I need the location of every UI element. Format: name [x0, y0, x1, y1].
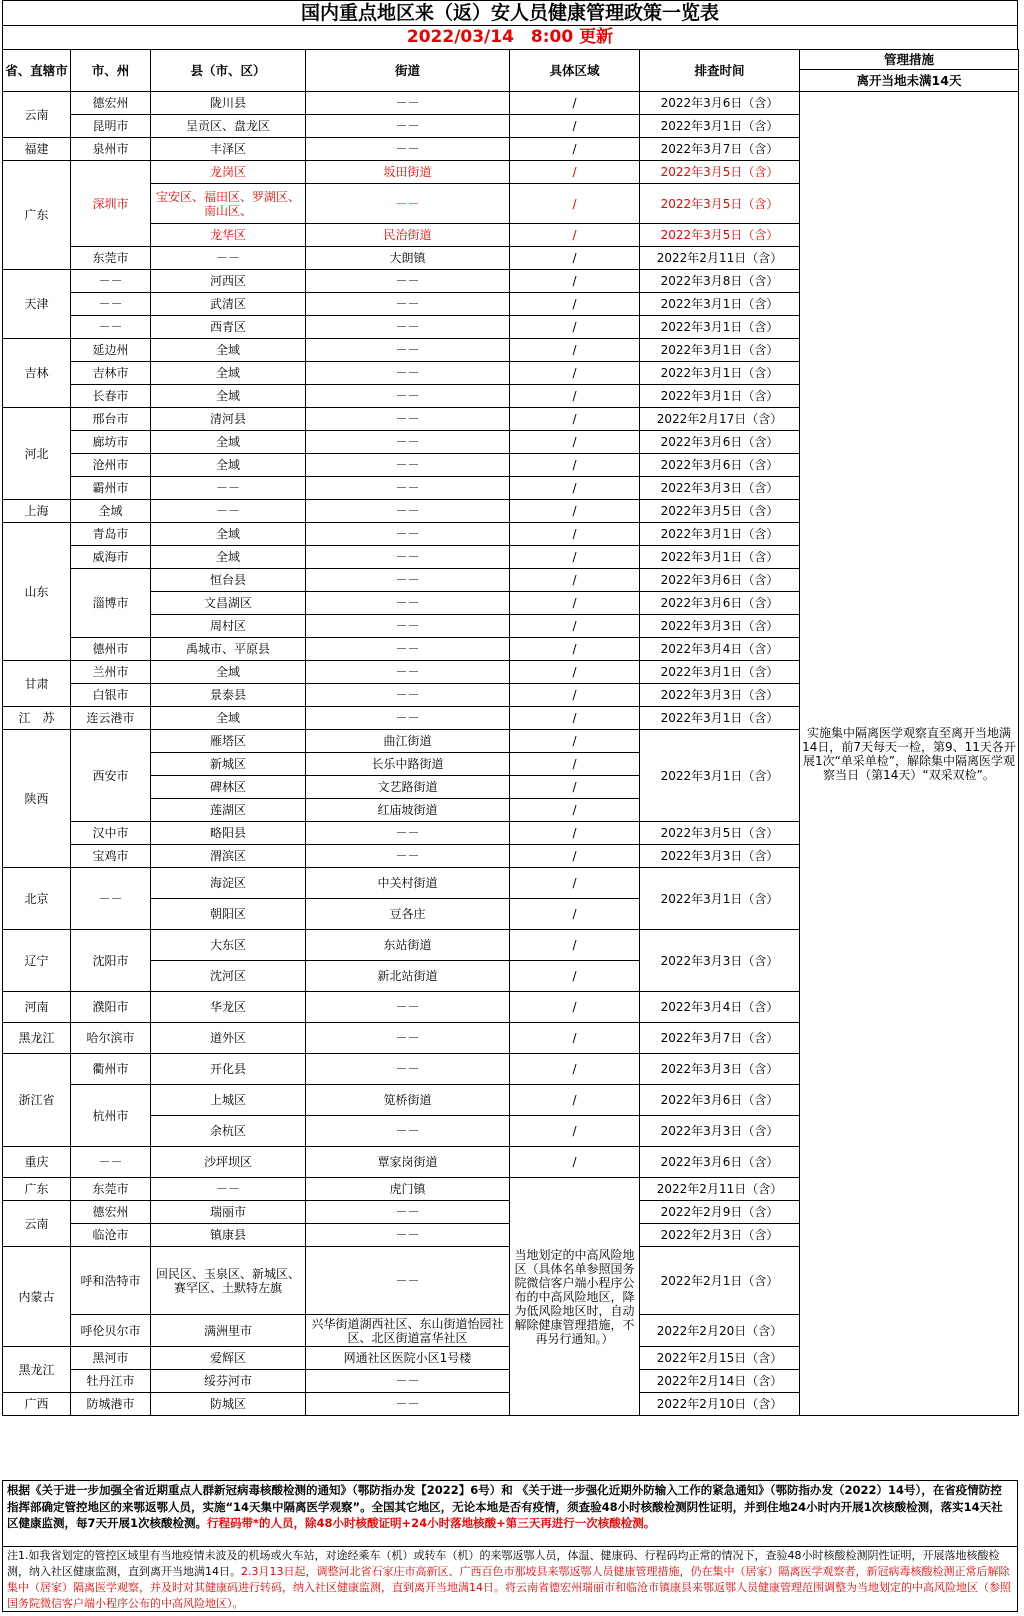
- cell-county: 全域: [151, 385, 306, 408]
- cell-street: 文艺路街道: [306, 776, 510, 799]
- cell-county: －－: [151, 247, 306, 270]
- cell-province: 重庆: [3, 1147, 71, 1178]
- cell-street: －－: [306, 845, 510, 868]
- cell-time: 2022年3月1日（含）: [640, 115, 800, 138]
- cell-street: －－: [306, 615, 510, 638]
- cell-street: 豆各庄: [306, 899, 510, 930]
- cell-city: －－: [71, 316, 151, 339]
- cell-street: －－: [306, 638, 510, 661]
- cell-city: 防城港市: [71, 1393, 151, 1416]
- cell-street: －－: [306, 523, 510, 546]
- cell-street: 新北站街道: [306, 961, 510, 992]
- cell-street: －－: [306, 408, 510, 431]
- cell-city: 哈尔滨市: [71, 1023, 151, 1054]
- cell-street: －－: [306, 546, 510, 569]
- cell-area: /: [510, 115, 640, 138]
- cell-area: /: [510, 247, 640, 270]
- cell-area: /: [510, 316, 640, 339]
- cell-area: /: [510, 845, 640, 868]
- cell-county: 开化县: [151, 1054, 306, 1085]
- cell-street: －－: [306, 1224, 510, 1247]
- cell-county: 景泰县: [151, 684, 306, 707]
- cell-area: /: [510, 569, 640, 592]
- cell-area: /: [510, 270, 640, 293]
- cell-county: 西青区: [151, 316, 306, 339]
- cell-area: /: [510, 293, 640, 316]
- cell-street: －－: [306, 684, 510, 707]
- footnote-red: 2.3月13日起，调整河北省石家庄市高新区、广西百色市那坡县来鄂返鄂人员健康管理措施，仍在集中（居家）隔离医学观察者，新冠病毒核酸检测正常后解除集中（居家）隔离医学观察，并及时对其健康码进行转码，纳入社区健康监测，直到离开当地满14日。将云南省德宏州瑞丽市和临沧市镇康县来鄂返鄂人员健康管理范围调整为当地划定的中高风险地区（参照国务院微信客户端小程序公布的中高风险地区）。: [7, 1565, 1011, 1610]
- cell-city: 汉中市: [71, 822, 151, 845]
- cell-city: 邢台市: [71, 408, 151, 431]
- cell-time: 2022年3月3日（含）: [640, 930, 800, 992]
- cell-area: /: [510, 753, 640, 776]
- cell-street: －－: [306, 385, 510, 408]
- cell-time: 2022年3月5日（含）: [640, 224, 800, 247]
- col-city: 市、州: [71, 50, 151, 92]
- cell-city: 威海市: [71, 546, 151, 569]
- cell-time: 2022年3月1日（含）: [640, 730, 800, 822]
- cell-city: －－: [71, 293, 151, 316]
- cell-city: 杭州市: [71, 1085, 151, 1147]
- cell-county: 渭滨区: [151, 845, 306, 868]
- cell-street: 坂田街道: [306, 161, 510, 184]
- cell-area: /: [510, 930, 640, 961]
- cell-street: －－: [306, 454, 510, 477]
- cell-street: －－: [306, 293, 510, 316]
- cell-street: 兴华街道湖西社区、东山街道怡园社区、北区街道富华社区: [306, 1315, 510, 1347]
- col-time: 排查时间: [640, 50, 800, 92]
- cell-county: 莲湖区: [151, 799, 306, 822]
- cell-time: 2022年3月6日（含）: [640, 92, 800, 115]
- cell-time: 2022年3月1日（含）: [640, 546, 800, 569]
- cell-province: 浙江省: [3, 1054, 71, 1147]
- cell-time: 2022年3月1日（含）: [640, 707, 800, 730]
- cell-street: 曲江街道: [306, 730, 510, 753]
- cell-county: 略阳县: [151, 822, 306, 845]
- cell-province: 陕西: [3, 730, 71, 868]
- cell-city: 昆明市: [71, 115, 151, 138]
- cell-province: 福建: [3, 138, 71, 161]
- cell-county: 瑞丽市: [151, 1201, 306, 1224]
- cell-time: 2022年3月1日（含）: [640, 661, 800, 684]
- cell-street: －－: [306, 1247, 510, 1315]
- cell-street: 覃家岗街道: [306, 1147, 510, 1178]
- table-row: [3, 92, 1019, 115]
- cell-county: 龙华区: [151, 224, 306, 247]
- cell-time: 2022年3月6日（含）: [640, 592, 800, 615]
- cell-area: /: [510, 1023, 640, 1054]
- cell-time: 2022年3月6日（含）: [640, 1147, 800, 1178]
- cell-time: 2022年3月6日（含）: [640, 454, 800, 477]
- cell-street: －－: [306, 1393, 510, 1416]
- cell-time: 2022年2月20日（含）: [640, 1315, 800, 1347]
- cell-county: －－: [151, 1178, 306, 1201]
- cell-area: /: [510, 362, 640, 385]
- cell-area: /: [510, 868, 640, 899]
- cell-city: 连云港市: [71, 707, 151, 730]
- cell-area: /: [510, 1116, 640, 1147]
- cell-street: 虎门镇: [306, 1178, 510, 1201]
- cell-county: 道外区: [151, 1023, 306, 1054]
- update-time: 2022/03/14 8:00 更新: [2, 25, 1018, 50]
- cell-time: 2022年3月5日（含）: [640, 822, 800, 845]
- cell-area: /: [510, 138, 640, 161]
- cell-province: 吉林: [3, 339, 71, 408]
- cell-time: 2022年3月1日（含）: [640, 868, 800, 930]
- cell-area: /: [510, 822, 640, 845]
- cell-time: 2022年3月1日（含）: [640, 339, 800, 362]
- cell-street: －－: [306, 592, 510, 615]
- cell-time: 2022年2月3日（含）: [640, 1224, 800, 1247]
- cell-city: 深圳市: [71, 161, 151, 247]
- cell-county: 武清区: [151, 293, 306, 316]
- cell-time: 2022年3月3日（含）: [640, 1116, 800, 1147]
- cell-area: /: [510, 385, 640, 408]
- cell-county: 恒台县: [151, 569, 306, 592]
- cell-street: －－: [306, 92, 510, 115]
- cell-province: 内蒙古: [3, 1247, 71, 1347]
- cell-county: －－: [151, 477, 306, 500]
- cell-area: /: [510, 684, 640, 707]
- cell-area-merged: 当地划定的中高风险地区（具体名单参照国务院微信客户端小程序公布的中高风险地区，降为低风险地区时，自动解除健康管理措施，不再另行通知。）: [510, 1178, 640, 1416]
- cell-time: 2022年3月1日（含）: [640, 293, 800, 316]
- cell-area: /: [510, 899, 640, 930]
- cell-street: －－: [306, 339, 510, 362]
- cell-city: 东莞市: [71, 1178, 151, 1201]
- cell-time: 2022年3月8日（含）: [640, 270, 800, 293]
- cell-street: 网通社区医院小区1号楼: [306, 1347, 510, 1370]
- cell-area: /: [510, 661, 640, 684]
- cell-street: －－: [306, 1116, 510, 1147]
- cell-time: 2022年3月4日（含）: [640, 638, 800, 661]
- cell-province: 江 苏: [3, 707, 71, 730]
- cell-city: 沧州市: [71, 454, 151, 477]
- cell-county: 全域: [151, 661, 306, 684]
- cell-street: －－: [306, 115, 510, 138]
- cell-time: 2022年3月1日（含）: [640, 316, 800, 339]
- cell-province: 广东: [3, 1178, 71, 1201]
- cell-time: 2022年3月3日（含）: [640, 684, 800, 707]
- cell-time: 2022年2月11日（含）: [640, 1178, 800, 1201]
- cell-city: 延边州: [71, 339, 151, 362]
- cell-city: －－: [71, 1147, 151, 1178]
- cell-county: 清河县: [151, 408, 306, 431]
- cell-street: －－: [306, 822, 510, 845]
- cell-city: －－: [71, 270, 151, 293]
- cell-city: 西安市: [71, 730, 151, 822]
- cell-area: /: [510, 1147, 640, 1178]
- cell-city: 黑河市: [71, 1347, 151, 1370]
- cell-time: 2022年3月3日（含）: [640, 477, 800, 500]
- cell-street: 长乐中路街道: [306, 753, 510, 776]
- cell-time: 2022年3月1日（含）: [640, 385, 800, 408]
- cell-time: 2022年2月10日（含）: [640, 1393, 800, 1416]
- cell-area: /: [510, 161, 640, 184]
- cell-county: 全域: [151, 431, 306, 454]
- cell-county: 沈河区: [151, 961, 306, 992]
- policy-note-red: 行程码带*的人员，除48小时核酸证明+24小时落地核酸+第三天再进行一次核酸检测。: [207, 1516, 656, 1530]
- cell-time: 2022年3月5日（含）: [640, 184, 800, 224]
- cell-province: 天津: [3, 270, 71, 339]
- cell-county: 镇康县: [151, 1224, 306, 1247]
- policy-note: [2, 1480, 1018, 1547]
- cell-county: 龙岗区: [151, 161, 306, 184]
- cell-province: 黑龙江: [3, 1023, 71, 1054]
- cell-area: /: [510, 961, 640, 992]
- cell-city: 德州市: [71, 638, 151, 661]
- cell-area: /: [510, 339, 640, 362]
- cell-time: 2022年3月5日（含）: [640, 500, 800, 523]
- cell-time: 2022年2月9日（含）: [640, 1201, 800, 1224]
- cell-area: /: [510, 546, 640, 569]
- cell-area: /: [510, 1085, 640, 1116]
- cell-time: 2022年2月17日（含）: [640, 408, 800, 431]
- cell-county: 满洲里市: [151, 1315, 306, 1347]
- cell-county: 全域: [151, 523, 306, 546]
- cell-county: 上城区: [151, 1085, 306, 1116]
- footnote: [2, 1547, 1018, 1612]
- cell-county: 全域: [151, 454, 306, 477]
- table-body: [3, 92, 1019, 1416]
- cell-county: －－: [151, 500, 306, 523]
- cell-street: －－: [306, 138, 510, 161]
- cell-street: －－: [306, 1054, 510, 1085]
- cell-county: 宝安区、福田区、罗湖区、南山区、: [151, 184, 306, 224]
- cell-time: 2022年3月6日（含）: [640, 1085, 800, 1116]
- col-area: 具体区域: [510, 50, 640, 92]
- cell-city: 东莞市: [71, 247, 151, 270]
- cell-county: 碑林区: [151, 776, 306, 799]
- cell-city: 牡丹江市: [71, 1370, 151, 1393]
- cell-area: /: [510, 707, 640, 730]
- cell-street: －－: [306, 477, 510, 500]
- cell-street: －－: [306, 992, 510, 1023]
- cell-county: 文昌湖区: [151, 592, 306, 615]
- cell-city: 廊坊市: [71, 431, 151, 454]
- cell-time: 2022年3月6日（含）: [640, 569, 800, 592]
- cell-area: /: [510, 454, 640, 477]
- cell-area: /: [510, 184, 640, 224]
- cell-province: 山东: [3, 523, 71, 661]
- cell-city: 沈阳市: [71, 930, 151, 992]
- cell-county: 回民区、玉泉区、新城区、赛罕区、土默特左旗: [151, 1247, 306, 1315]
- cell-county: 河西区: [151, 270, 306, 293]
- cell-city: －－: [71, 868, 151, 930]
- cell-street: －－: [306, 270, 510, 293]
- cell-province: 广东: [3, 161, 71, 270]
- cell-street: －－: [306, 707, 510, 730]
- cell-area: /: [510, 523, 640, 546]
- col-street: 街道: [306, 50, 510, 92]
- cell-time: 2022年2月1日（含）: [640, 1247, 800, 1315]
- cell-county: 全域: [151, 362, 306, 385]
- cell-time: 2022年3月1日（含）: [640, 362, 800, 385]
- cell-county: 禹城市、平原县: [151, 638, 306, 661]
- cell-city: 霸州市: [71, 477, 151, 500]
- cell-area: /: [510, 799, 640, 822]
- cell-street: －－: [306, 431, 510, 454]
- cell-area: /: [510, 92, 640, 115]
- cell-time: 2022年3月1日（含）: [640, 523, 800, 546]
- cell-street: －－: [306, 661, 510, 684]
- cell-city: 德宏州: [71, 1201, 151, 1224]
- cell-city: 兰州市: [71, 661, 151, 684]
- col-county: 县（市、区）: [151, 50, 306, 92]
- cell-county: 防城区: [151, 1393, 306, 1416]
- cell-county: 雁塔区: [151, 730, 306, 753]
- cell-county: 呈贡区、盘龙区: [151, 115, 306, 138]
- cell-city: 吉林市: [71, 362, 151, 385]
- cell-street: 红庙坡街道: [306, 799, 510, 822]
- cell-city: 呼伦贝尔市: [71, 1315, 151, 1347]
- cell-county: 沙坪坝区: [151, 1147, 306, 1178]
- cell-area: /: [510, 592, 640, 615]
- cell-county: 全域: [151, 707, 306, 730]
- cell-city: 临沧市: [71, 1224, 151, 1247]
- cell-time: 2022年3月3日（含）: [640, 615, 800, 638]
- cell-city: 长春市: [71, 385, 151, 408]
- cell-area: /: [510, 1054, 640, 1085]
- cell-area: /: [510, 431, 640, 454]
- cell-time: 2022年3月3日（含）: [640, 845, 800, 868]
- cell-city: 呼和浩特市: [71, 1247, 151, 1315]
- cell-city: 全域: [71, 500, 151, 523]
- footnote-text: 注1.如我省划定的管控区域里有当地疫情未波及的机场或火车站，对途经乘车（机）或转车（机）的来鄂返鄂人员，体温、健康码、行程码均正常的情况下，查验48小时核酸检测阴性证明，开展落地核酸检测，纳入社区健康监测，直到离开当地满14日。: [7, 1549, 1000, 1578]
- policy-table: [2, 49, 1019, 1416]
- cell-province: 云南: [3, 1201, 71, 1247]
- cell-time: 2022年2月14日（含）: [640, 1370, 800, 1393]
- cell-street: －－: [306, 1201, 510, 1224]
- cell-county: 全域: [151, 339, 306, 362]
- cell-province: 甘肃: [3, 661, 71, 707]
- cell-street: 东站街道: [306, 930, 510, 961]
- cell-county: 海淀区: [151, 868, 306, 899]
- cell-time: 2022年2月15日（含）: [640, 1347, 800, 1370]
- cell-measures-merged: 实施集中隔离医学观察直至离开当地满14日，前7天每天一检，第9、11天各开展1次“单采单检”，解除集中隔离医学观察当日（第14天）“双采双检”。: [800, 92, 1019, 1416]
- col-province: 省、直辖市: [3, 50, 71, 92]
- cell-time: 2022年3月5日（含）: [640, 161, 800, 184]
- cell-area: /: [510, 224, 640, 247]
- cell-street: 民治街道: [306, 224, 510, 247]
- page-title: 国内重点地区来（返）安人员健康管理政策一览表: [2, 0, 1018, 26]
- cell-street: －－: [306, 316, 510, 339]
- cell-city: 白银市: [71, 684, 151, 707]
- policy-note-text: 根据《关于进一步加强全省近期重点人群新冠病毒核酸检测的通知》（鄂防指办发【2022】6号）和 《关于进一步强化近期外防输入工作的紧急通知》（鄂防指办发（2022）14号），在省疫情防控指挥部确定管控地区的来鄂返鄂人员，实施“14天集中隔离医学观察”。全国其它地区，无论本地是否有疫情，须查验48小时核酸检测阴性证明，并到住地24小时内开展1次核酸检测，落实14天社区健康监测，每7天开展1次核酸检测。: [7, 1483, 1003, 1530]
- cell-street: 大朗镇: [306, 247, 510, 270]
- cell-street: －－: [306, 569, 510, 592]
- cell-county: 朝阳区: [151, 899, 306, 930]
- cell-time: 2022年3月7日（含）: [640, 138, 800, 161]
- cell-time: 2022年3月4日（含）: [640, 992, 800, 1023]
- cell-county: 全域: [151, 546, 306, 569]
- cell-area: /: [510, 992, 640, 1023]
- cell-street: －－: [306, 1023, 510, 1054]
- cell-street: －－: [306, 184, 510, 224]
- cell-county: 新城区: [151, 753, 306, 776]
- cell-county: 华龙区: [151, 992, 306, 1023]
- cell-province: 云南: [3, 92, 71, 138]
- cell-city: 淄博市: [71, 569, 151, 638]
- cell-time: 2022年3月7日（含）: [640, 1023, 800, 1054]
- cell-area: /: [510, 477, 640, 500]
- cell-province: 河北: [3, 408, 71, 500]
- cell-area: /: [510, 500, 640, 523]
- col-measures-sub: 离开当地未满14天: [800, 70, 1019, 92]
- cell-street: －－: [306, 500, 510, 523]
- cell-county: 余杭区: [151, 1116, 306, 1147]
- col-measures: 管理措施: [800, 50, 1019, 70]
- cell-county: 陇川县: [151, 92, 306, 115]
- cell-time: 2022年2月11日（含）: [640, 247, 800, 270]
- cell-area: /: [510, 730, 640, 753]
- cell-province: 河南: [3, 992, 71, 1023]
- cell-street: －－: [306, 1370, 510, 1393]
- cell-city: 濮阳市: [71, 992, 151, 1023]
- cell-street: 中关村街道: [306, 868, 510, 899]
- cell-time: 2022年3月6日（含）: [640, 431, 800, 454]
- cell-county: 大东区: [151, 930, 306, 961]
- cell-county: 周村区: [151, 615, 306, 638]
- cell-province: 上海: [3, 500, 71, 523]
- cell-time: 2022年3月3日（含）: [640, 1054, 800, 1085]
- cell-county: 爱辉区: [151, 1347, 306, 1370]
- cell-street: 笕桥街道: [306, 1085, 510, 1116]
- cell-area: /: [510, 408, 640, 431]
- cell-city: 青岛市: [71, 523, 151, 546]
- cell-city: 德宏州: [71, 92, 151, 115]
- cell-county: 丰泽区: [151, 138, 306, 161]
- cell-area: /: [510, 638, 640, 661]
- cell-province: 广西: [3, 1393, 71, 1416]
- cell-area: /: [510, 776, 640, 799]
- cell-province: 黑龙江: [3, 1347, 71, 1393]
- cell-county: 绥芬河市: [151, 1370, 306, 1393]
- cell-street: －－: [306, 362, 510, 385]
- cell-city: 宝鸡市: [71, 845, 151, 868]
- cell-province: 北京: [3, 868, 71, 930]
- cell-province: 辽宁: [3, 930, 71, 992]
- cell-city: 泉州市: [71, 138, 151, 161]
- cell-city: 衢州市: [71, 1054, 151, 1085]
- cell-area: /: [510, 615, 640, 638]
